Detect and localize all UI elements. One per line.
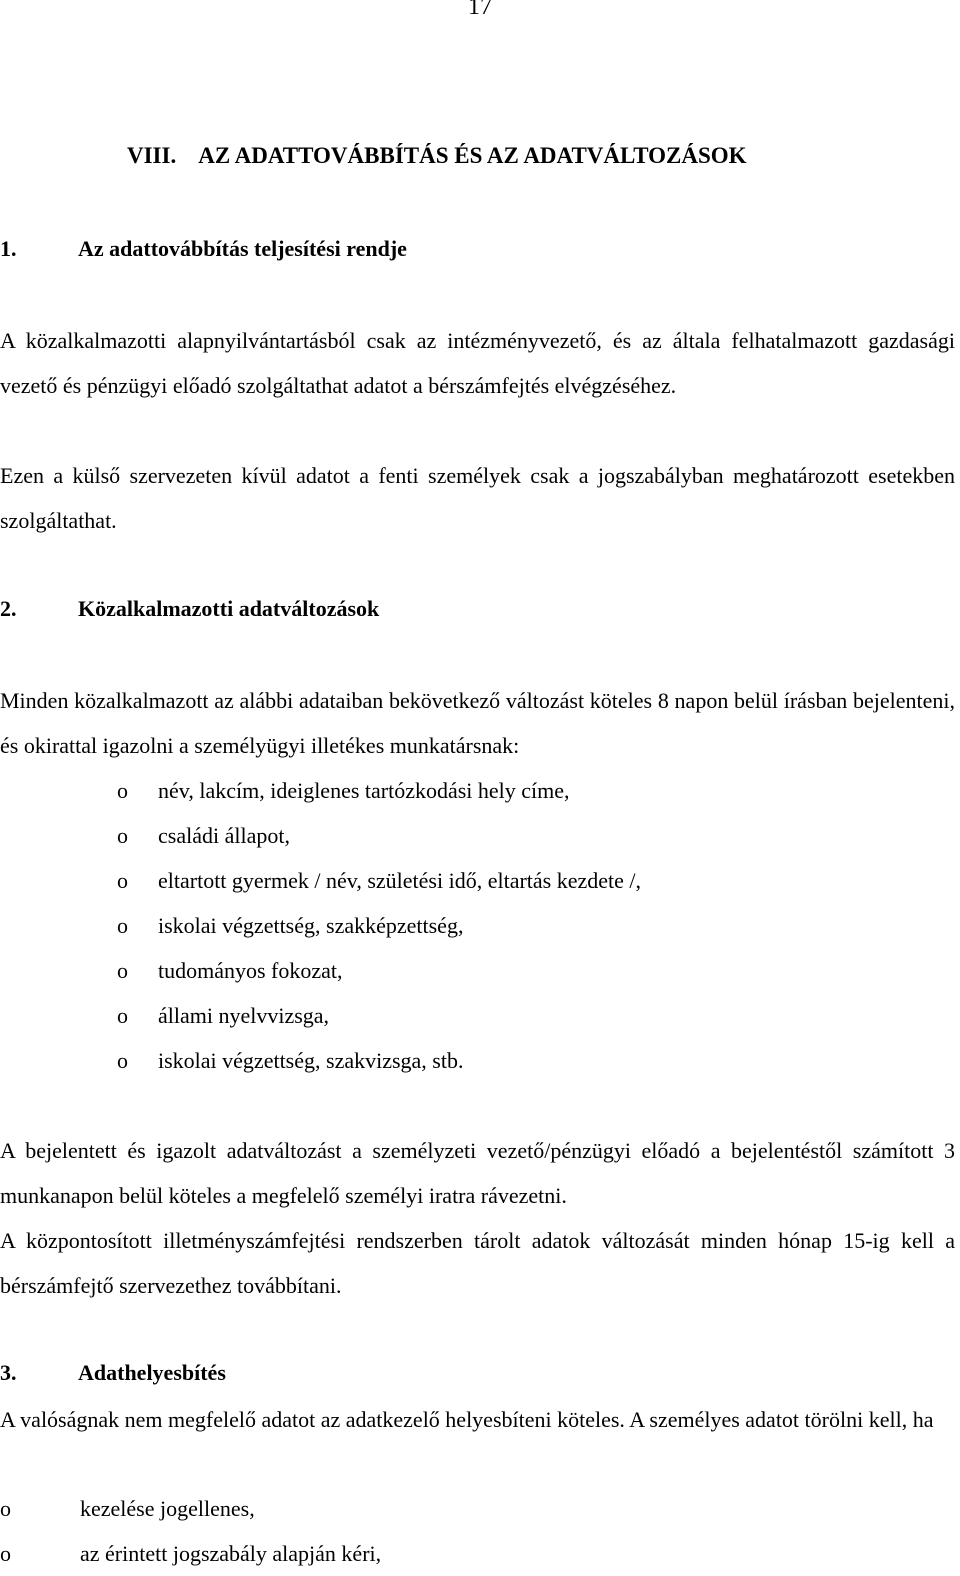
chapter-title-text: AZ ADATTOVÁBBÍTÁS ÉS AZ ADATVÁLTOZÁSOK [198,143,747,168]
list-item-text: családi állapot, [158,823,290,848]
list-item-text: az érintett jogszabály alapján kéri, [80,1541,382,1566]
section-title: Közalkalmazotti adatváltozások [78,596,380,621]
list-item-text: kezelése jogellenes, [80,1496,255,1521]
list-item-text: eltartott gyermek / név, születési idő, eltartás kezdete /, [158,868,642,893]
list-item [117,993,641,1038]
bullet-marker: o [117,958,128,983]
list-item [117,813,641,858]
section-heading-2 [0,596,379,622]
bullet-marker: o [117,1048,128,1073]
page-number: 17 [468,0,492,20]
section-1-paragraph-2: Ezen a külső szervezeten kívül adatot a fenti személyek csak a jogszabályban meghatározott esetekben szolgáltathat. [0,463,955,533]
section-1-paragraph-1: A közalkalmazotti alapnyilvántartásból csak az intézményvezető, és az általa felhatalmazott gazdasági vezető és pénzügyi előadó szolgáltathat adatot a bérszámfejtés elvégzéséhez. [0,328,955,398]
list-item-text: név, lakcím, ideiglenes tartózkodási hely címe, [158,778,570,803]
list-item [117,768,641,813]
bullet-marker: o [0,1541,11,1566]
section-3-paragraph-1: A valóságnak nem megfelelő adatot az adatkezelő helyesbíteni köteles. A személyes adatot törölni kell, ha [0,1407,934,1432]
section-title: Adathelyesbítés [78,1360,226,1385]
section-2-bullet-list [117,768,641,1083]
list-item [117,1038,641,1083]
list-item [0,1531,381,1576]
chapter-number: VIII. [127,143,177,168]
section-2-intro: Minden közalkalmazott az alábbi adataiban bekövetkező változást köteles 8 napon belül írásban bejelenteni, és okirattal igazolni a személyügyi illetékes munkatársnak: [0,688,955,758]
bullet-marker: o [0,1496,11,1521]
section-3-bullet-list [0,1486,381,1576]
bullet-marker: o [117,1003,128,1028]
bullet-marker: o [117,868,128,893]
section-2-paragraph-2: A központosított illetményszámfejtési rendszerben tárolt adatok változását minden hónap 15-ig kell a bérszámfejtő szervezethez továbbítani. [0,1228,955,1298]
list-item-text: iskolai végzettség, szakképzettség, [158,913,464,938]
section-number: 3. [0,1360,17,1385]
bullet-marker: o [117,823,128,848]
chapter-title [127,143,747,169]
section-heading-1 [0,236,407,262]
bullet-marker: o [117,913,128,938]
list-item-text: állami nyelvvizsga, [158,1003,330,1028]
list-item [117,948,641,993]
section-title: Az adattovábbítás teljesítési rendje [78,236,407,261]
section-2-paragraph-1: A bejelentett és igazolt adatváltozást a személyzeti vezető/pénzügyi előadó a bejelentéstől számított 3 munkanapon belül köteles a megfelelő személyi iratra rávezetni. [0,1138,955,1208]
list-item [117,903,641,948]
list-item-text: iskolai végzettség, szakvizsga, stb. [158,1048,464,1073]
list-item [0,1486,381,1531]
section-number: 1. [0,236,17,261]
bullet-marker: o [117,778,128,803]
list-item-text: tudományos fokozat, [158,958,343,983]
section-number: 2. [0,596,17,621]
section-heading-3 [0,1360,226,1386]
list-item [117,858,641,903]
